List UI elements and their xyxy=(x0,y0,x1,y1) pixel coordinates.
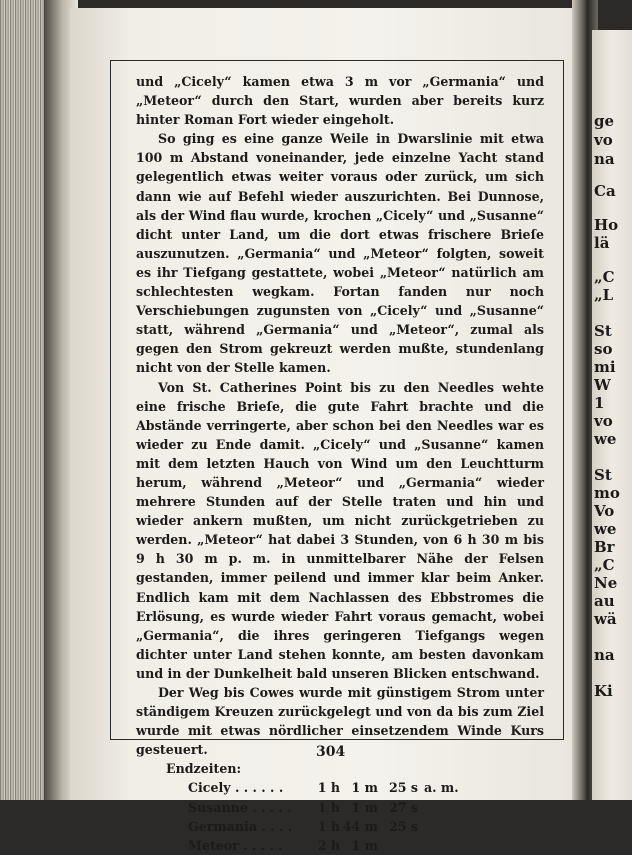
results-table xyxy=(136,778,544,854)
yacht-name: Cicely xyxy=(188,780,231,796)
paragraph-cowes: Der Weg bis Cowes wurde mit günstigem Strom unter ständigem Kreuzen zurückgelegt und von da bis zum Ziel wurde mit etwas nördlicher einsetzendem Winde Kurs gesteuert. xyxy=(136,685,544,758)
right-page-fragment: „C xyxy=(594,268,615,286)
results-heading: Endzeiten: xyxy=(166,761,242,777)
hours-value: 1 h xyxy=(317,780,340,796)
seconds-value: 25 s xyxy=(388,780,418,796)
hours-value: 1 h xyxy=(317,818,340,834)
right-page-fragment: Ho xyxy=(594,216,619,234)
hours-value: 2 h xyxy=(317,837,340,853)
right-page-fragment: mo xyxy=(594,484,620,502)
right-page-fragment: St xyxy=(594,322,612,340)
right-page-fragment: na xyxy=(594,150,615,168)
right-page-fragment: we xyxy=(594,520,617,538)
right-page-fragment: Br xyxy=(594,538,615,556)
yacht-name: Germania xyxy=(188,818,257,834)
paragraph-dwarslinie: So ging es eine ganze Weile in Dwarslinie mit etwa 100 m Abstand voneinander, jede einzelne Yacht stand gelegentlich etwas weiter voraus oder zurück, um sich dann wie auf Befehl wieder auszurichten. Bei Dunnose, als der Wind flau wurde, krochen „Cicely“ und „Susanne“ dicht unter Land, um die dort etwas frischere Brieſe auszunutzen. „Germania“ und „Meteor“ folgten, soweit es ihr Tiefgang gestattete, wobei „Meteor“ natürlich am schlechtesten wegkam. Fortan fanden nur noch Verschiebungen zugunsten von „Cicely“ und „Susanne“ statt, während „Germania“ und „Meteor“, zumal als gegen den Strom gekreuzt werden mußte, stundenlang nicht von der Stelle kamen. xyxy=(136,131,544,376)
results-row xyxy=(136,817,544,836)
yacht-name: Meteor xyxy=(188,837,239,853)
right-page-fragment: Ne xyxy=(594,574,618,592)
right-page-fragment: ge xyxy=(594,112,615,130)
right-page-fragment: „L xyxy=(594,286,614,304)
right-page-fragment: mi xyxy=(594,358,616,376)
yacht-name: Susanne xyxy=(188,799,248,815)
page-number: 304 xyxy=(316,744,346,760)
right-page-fragment: vo xyxy=(594,412,613,430)
minutes-value: 1 m xyxy=(351,799,378,815)
paragraph-needles: Von St. Catherines Point bis zu den Needles wehte eine frische Brieſe, die gute Fahrt brachte und die Abstände verringerte, aber schon bei den Needles war es wieder zu Ende damit. „Cicely“ und „Susanne“ kamen mit dem letzten Hauch von Wind um den Leuchtturm herum, während „Meteor“ und „Germania“ wieder mehrere Stunden auf der Stelle traten und hin und wieder ankern mußten, um nicht zurückgetrieben zu werden. „Meteor“ hat dabei 3 Stunden, von 6 h 30 m bis 9 h 30 m p. m. in unmittelbarer Nähe der Felsen gestanden, immer peilend und immer klar beim Anker. Endlich kam mit dem Nachlassen des Ebbstromes die Erlösung, es wurde wieder Fahrt voraus gemacht, wobei „Germania“, die ihres geringeren Tiefgangs wegen dichter unter Land stehen konnte, am besten davonkam und in der Dunkelheit bald unseren Blicken entschwand. xyxy=(136,379,544,681)
right-page-fragment: so xyxy=(594,340,613,358)
right-page-fragment: na xyxy=(594,646,615,664)
right-page-fragment: we xyxy=(594,430,617,448)
minutes-value: 1 m xyxy=(351,780,378,796)
right-page-fragment: Ca xyxy=(594,182,616,200)
minutes-value: 44 m xyxy=(342,818,378,834)
results-row xyxy=(136,778,544,797)
right-page-fragment: 1 xyxy=(594,394,605,412)
right-page-fragment: Vo xyxy=(594,502,615,520)
right-page-fragment: W xyxy=(594,376,611,394)
right-page-fragment: vo xyxy=(594,131,613,149)
right-page-fragment: St xyxy=(594,466,612,484)
right-page-edge xyxy=(592,30,632,800)
seconds-value: 25 s xyxy=(388,818,418,834)
right-page-fragment: „C xyxy=(594,556,615,574)
hours-value: 1 h xyxy=(317,799,340,815)
results-row xyxy=(136,798,544,817)
seconds-value: 27 s xyxy=(388,799,418,815)
leader-dots: . . . . . xyxy=(252,799,292,815)
minutes-value: 1 m xyxy=(351,837,378,853)
results-row xyxy=(136,836,544,855)
leader-dots: . . . . . xyxy=(243,837,283,853)
right-page-fragment: au xyxy=(594,592,615,610)
right-page-fragment: lä xyxy=(594,234,610,252)
page-text-block xyxy=(136,72,544,855)
leader-dots: . . . . xyxy=(261,818,293,834)
leader-dots: . . . . . . xyxy=(234,780,284,796)
right-page-fragment: wä xyxy=(594,610,617,628)
right-page-fragment: Ki xyxy=(594,682,613,700)
paragraph-start-race: und „Cicely“ kamen etwa 3 m vor „Germania“ und „Meteor“ durch den Start, wurden aber bereits kurz hinter Roman Fort wieder eingeholt. xyxy=(136,74,544,128)
time-suffix: a. m. xyxy=(424,780,459,796)
